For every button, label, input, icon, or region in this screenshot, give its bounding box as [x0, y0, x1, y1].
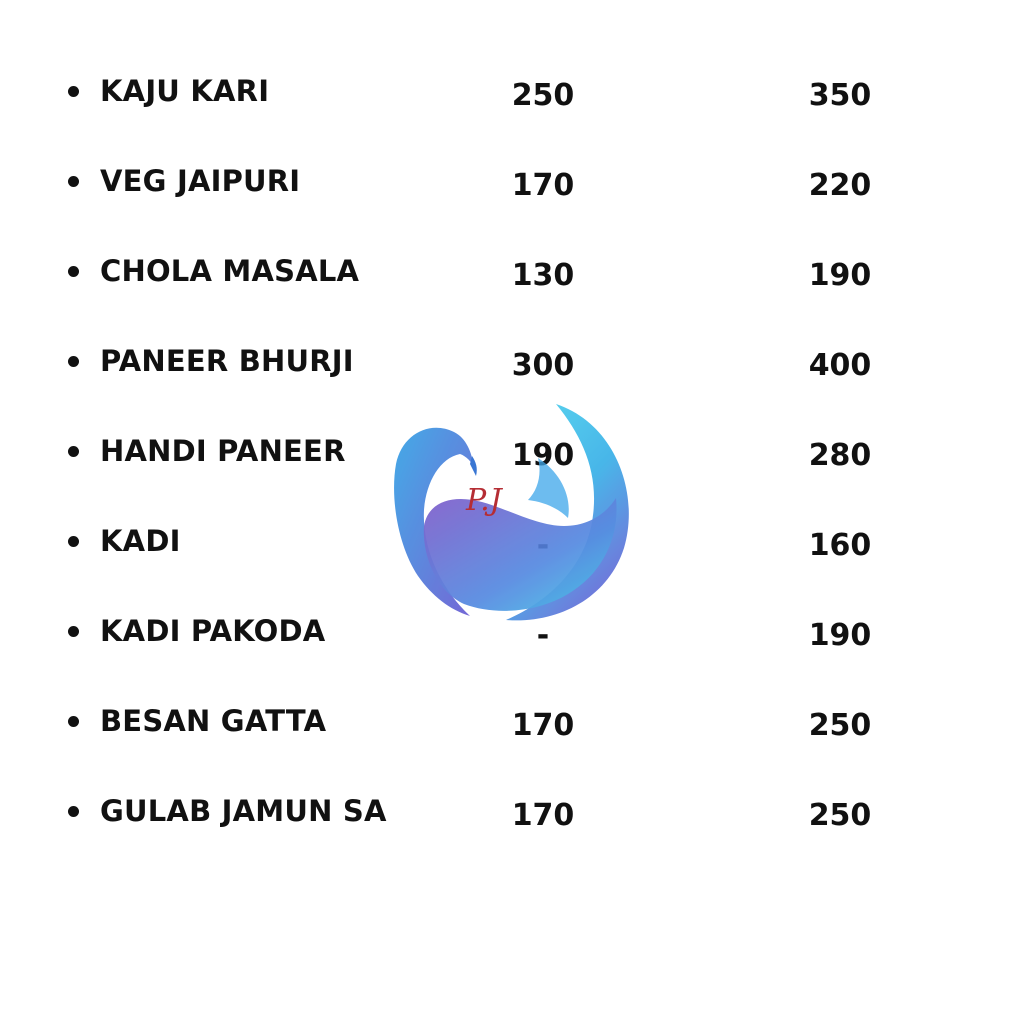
- full-price: 160: [808, 528, 872, 563]
- menu-row-paneer-bhurji: [0, 332, 1024, 392]
- bullet-icon: [68, 806, 79, 817]
- item-name: VEG JAIPURI: [100, 164, 301, 198]
- bullet-icon: [68, 356, 79, 367]
- swan-logo-icon: [388, 398, 638, 628]
- full-price: 190: [808, 258, 872, 293]
- menu-row-gulab-jamun-sa: [0, 782, 1024, 842]
- bullet-icon: [68, 536, 79, 547]
- item-name: CHOLA MASALA: [100, 254, 360, 288]
- item-name: KAJU KARI: [100, 74, 270, 108]
- watermark-text: P.J: [466, 483, 502, 518]
- half-price: 250: [511, 78, 575, 113]
- half-price: 170: [511, 708, 575, 743]
- menu-row-chola-masala: [0, 242, 1024, 302]
- bullet-icon: [68, 176, 79, 187]
- bullet-icon: [68, 266, 79, 277]
- half-price: 170: [511, 168, 575, 203]
- item-name: PANEER BHURJI: [100, 344, 354, 378]
- bullet-icon: [68, 446, 79, 457]
- item-name: BESAN GATTA: [100, 704, 327, 738]
- full-price: 400: [808, 348, 872, 383]
- full-price: 280: [808, 438, 872, 473]
- half-price: 170: [511, 798, 575, 833]
- full-price: 250: [808, 798, 872, 833]
- full-price: 250: [808, 708, 872, 743]
- half-price: 190: [511, 438, 575, 473]
- menu-row-veg-jaipuri: [0, 152, 1024, 212]
- half-price: -: [536, 618, 550, 653]
- bullet-icon: [68, 716, 79, 727]
- item-name: KADI PAKODA: [100, 614, 326, 648]
- item-name: KADI: [100, 524, 181, 558]
- full-price: 190: [808, 618, 872, 653]
- full-price: 220: [808, 168, 872, 203]
- item-name: HANDI PANEER: [100, 434, 346, 468]
- bullet-icon: [68, 86, 79, 97]
- menu-row-besan-gatta: [0, 692, 1024, 752]
- half-price: 300: [511, 348, 575, 383]
- half-price: 130: [511, 258, 575, 293]
- full-price: 350: [808, 78, 872, 113]
- item-name: GULAB JAMUN SA: [100, 794, 387, 828]
- menu-row-kaju-kari: [0, 62, 1024, 122]
- bullet-icon: [68, 626, 79, 637]
